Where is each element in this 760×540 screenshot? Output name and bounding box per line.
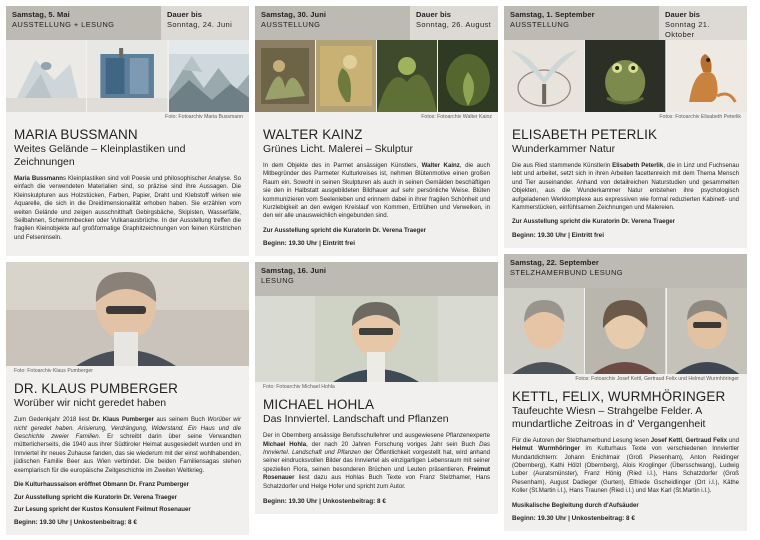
event-header [255, 6, 498, 40]
event-kind: AUSSTELLUNG [510, 20, 570, 29]
event-date: Samstag, 22. September [510, 257, 599, 267]
event-subtitle: Taufeuchte Wiesn – Strahgelbe Felder. A mundartliche Zeitroas in d' Vergangenheit [512, 404, 706, 430]
event-subtitle: Das Innviertel. Landschaft und Pflanzen [263, 413, 449, 426]
event-subtitle: Weites Gelände – Kleinplastiken und Zeichnungen [14, 143, 186, 168]
image-credit: Foto: Fotoarchiv Michael Hohla [263, 384, 335, 391]
portrait-image-wurmhoeringer [667, 288, 747, 374]
event-block-kettl-felix-wurmhoeringer [504, 254, 747, 531]
event-description: Die aus Ried stammende Künstlerin Elisabeth Peterlik, die in Linz und Fuchsenau lebt und arbeitet, setzt sich in ihren Arbeiten facettenreich mit dem Thema Mensch und Tier auseinander. Anhand von detailreichen Naturstudien und gesammelten Objekten, aus die Wunderkammer Natur entstehen ihre psychologisch aufgeladenen Werkkomplexe aus expressiven wie formal reduzierten Kabinett- und Kammerstücken, einfühlsamen Zeichnungen und Malereien. [512, 162, 739, 212]
event-note-1: Zur Ausstellung spricht die Kuratorin Dr. Verena Traeger [512, 218, 675, 226]
portrait-image-kettl [504, 288, 584, 374]
artist-name: MARIA BUSSMANN [14, 127, 138, 142]
event-header [504, 254, 747, 288]
image-credit: Fotos: Fotoarchiv Josef Kettl, Gertraud Felix und Helmut Wurmhöringer [575, 375, 739, 382]
event-text [6, 121, 249, 256]
event-text [504, 121, 747, 248]
event-block-bussmann [6, 6, 249, 256]
artwork-image-strip [6, 40, 249, 112]
event-admission: Beginn: 19.30 Uhr | Eintritt frei [512, 231, 604, 239]
event-date-area [255, 6, 410, 40]
artist-name: ELISABETH PETERLIK [512, 127, 658, 142]
event-description: Zum Gedenkjahr 2018 liest Dr. Klaus Pumberger aus seinem Buch Worüber wir nicht geredet haben. Arisierung, Verdrängung, Widerstand. Ein Haus und die Geschichte zweier Familien. Er schreibt darin über seine Verwandten mütterlicherseits, die 1940 aus ihrer Südtiroler Heimat ausgesiedelt wurden und im Innviertel ihr neues Zuhause fanden, das sie wiederum mit der einst wohlhabenden, jüdischen Familie Beer aus Wien verbindet. Die beiden Familiensagas stehen exemplarisch für die europäische Zeitgeschichte im Zweiten Weltkrieg. [14, 416, 242, 474]
event-header [6, 6, 249, 40]
event-subtitle: Wunderkammer Natur [512, 143, 616, 155]
duration-value: Sonntag 21. Oktober [665, 20, 710, 39]
event-text [504, 383, 747, 531]
column-2 [255, 6, 498, 540]
event-block-pumberger [6, 262, 249, 535]
event-admission: Beginn: 19.30 Uhr | Unkostenbeitrag: 8 € [512, 515, 635, 523]
event-kind: AUSSTELLUNG + LESUNG [12, 20, 115, 29]
event-date: Samstag, 16. Juni [261, 266, 327, 276]
event-subtitle: Grünes Licht. Malerei – Skulptur [263, 143, 413, 155]
artwork-image-2 [87, 40, 167, 112]
artwork-image-1 [504, 40, 584, 112]
event-text [6, 375, 249, 535]
event-kind: LESUNG [261, 276, 295, 286]
duration-value: Sonntag, 26. August [416, 20, 492, 29]
column-1 [6, 6, 249, 540]
event-note-1: Die Kulturhaussaison eröffnet Obmann Dr. Franz Pumberger [14, 481, 190, 489]
artwork-image-3 [169, 40, 249, 112]
artwork-image-3 [377, 40, 437, 112]
speakers-name: KETTL, FELIX, WURMHÖRINGER [512, 388, 726, 404]
artwork-image-strip [504, 40, 747, 112]
portrait-image-felix [585, 288, 665, 374]
image-credit: Fotos: Fotoarchiv Walter Kainz [421, 114, 492, 120]
event-header [255, 262, 498, 296]
event-block-peterlik [504, 6, 747, 248]
speaker-name: MICHAEL HOHLA [263, 397, 375, 413]
image-credit: Foto: Fotoarchiv Klaus Pumberger [14, 368, 94, 375]
event-description: In dem Objekte des in Parmet ansässigen Künstlers, Walter Kainz, die auch Mitbegründer des Parmeter Kulturkreises ist, nehmen Blütenmotive einen großen Raum ein. Sowohl in seinen Skulpturen als auch in seinen Gemälden beschäftigen sie den in Halbstatt ausgebildeten Bildhauer auf sehr persönliche Weise. Blüten kommunizieren vom Seelenleben und erinnern dabei in ihrer fragilen Schönheit und Kurzlebigkeit an den ewigen Kreislauf von Kommen, Erblühen und Verwelken, in den wir alle unausweichlich eingebunden sind. [263, 162, 490, 220]
duration-value: Sonntag, 24. Juni [167, 20, 233, 29]
event-date-area [6, 6, 161, 40]
artwork-image-2 [585, 40, 665, 112]
artist-name: WALTER KAINZ [263, 127, 363, 142]
event-text [255, 121, 498, 256]
event-date-area [255, 262, 498, 296]
image-credit: Fotos: Fotoarchiv Elisabeth Peterlik [659, 114, 741, 120]
event-description: Für die Autoren der Stelzhamerbund Lesung lesen Josef Kettl, Gertraud Felix und Helmut Wurmhöringer im Kulturhaus Texte von verschiedenen Innviertler Mundartdichtern: Johann Enichlmair (Groß Piesenham), Anton Reidinger (Obernberg), Kathi Hölzl (Obernberg), Alois Kroglinger (Übersschwang), Ludwig Luber (Auratsmünster), Franz Hönig (Ried i.I.), Hans Schatzdorfer (Groß Piesenham), August Dadieger (Gurten), Elfriede Gscheidlinger (Ort i.I.), Käthe Koller (St.Martin i.I.), Hans Traunen (Ried i.I.) und Max Karl (St.Martin i.I.). [512, 436, 739, 495]
event-note-1: Zur Ausstellung spricht die Kuratorin Dr. Verena Traeger [263, 226, 426, 234]
event-admission: Beginn: 19.30 Uhr | Unkostenbeitrag: 8 € [263, 498, 386, 506]
event-date-area [504, 254, 747, 288]
event-description: Der in Obernberg ansässige Berufsschullehrer und ausgewiesene Pflanzenexperte Michael Hohla, der nach 20 Jahren Forschung voriges Jahr sein Buch Das Innviertel. Landschaft und Pflanzen der Öffentlichkeit vorgestellt hat, wird anhand seiner eindrucksvollen Bilder das Innviertel als einzigartigen Lebensraum mit seiner speziellen Flora, seinen besonderen Brüchen und Leuten präsentieren. Freimut Rosenauer liest dazu aus Hohlas Buch Texte von Franz Stelzhamer, Hans Schatzdorfer und Helge Hofer und spricht zum Autor. [263, 432, 490, 490]
event-duration-area [161, 6, 249, 40]
event-kind: STELZHAMERBUND LESUNG [510, 267, 624, 277]
event-text [255, 391, 498, 514]
event-date-area [504, 6, 659, 40]
event-admission: Beginn: 19.30 Uhr | Unkostenbeitrag: 8 € [14, 519, 137, 527]
artwork-image-3 [667, 40, 747, 112]
event-date: Samstag, 5. Mai [12, 10, 70, 19]
column-3 [504, 6, 747, 540]
duration-label: Dauer bis [416, 10, 452, 19]
artwork-image-1 [6, 40, 86, 112]
portrait-image-pumberger [6, 262, 249, 366]
duration-label: Dauer bis [665, 10, 701, 19]
event-block-kainz [255, 6, 498, 256]
artwork-image-2 [316, 40, 376, 112]
speaker-name: DR. KLAUS PUMBERGER [14, 381, 178, 397]
event-admission: Beginn: 19.30 Uhr | Eintritt frei [263, 240, 355, 248]
event-description: Maria Bussmanns Kleinplastiken sind voll Poesie und philosophischer Analyse. So einfach die verwendeten Materialien sind, so präzise sind ihre Aussagen. Die Kleinskulpturen aus Holzstücken, Farben, Papier, Draht und Klebstoff wirken wie Aquarelle, die sich in die Dreidimensionalität erhoben haben. Sie erzählen vom weiten Gelände und zeigen ausschnitthaft Gebirgsbäche, Skipisten, Wasserfälle, Seilbahnen, Schwimmbecken oder Vulkanausbrüche. In der Ausstellung treffen die fragilen Kleinobjekte auf großformatige Graphitzeichnungen von feinen Kürstrichen und Felseninseln. [14, 175, 241, 241]
event-subtitle: Worüber wir nicht geredet haben [14, 397, 167, 410]
duration-label: Dauer bis [167, 10, 203, 19]
event-note-1: Musikalische Begleitung durch d'Aufsäuder [512, 501, 639, 509]
event-date: Samstag, 30. Juni [261, 10, 327, 19]
event-kind: AUSSTELLUNG [261, 20, 321, 29]
event-note-2: Zur Ausstellung spricht die Kuratorin Dr. Verena Traeger [14, 493, 177, 501]
event-note-3: Zur Lesung spricht der Kustos Konsulent Feilmut Rosenauer [14, 505, 191, 513]
image-credit: Foto: Fotoarchiv Maria Bussmann [165, 114, 243, 120]
event-header [504, 6, 747, 40]
event-duration-area [410, 6, 498, 40]
artwork-image-4 [438, 40, 498, 112]
event-block-hohla [255, 262, 498, 514]
event-duration-area [659, 6, 747, 40]
portrait-image-hohla [255, 296, 498, 382]
artwork-image-1 [255, 40, 315, 112]
event-date: Samstag, 1. September [510, 10, 595, 19]
portrait-image-strip [504, 288, 747, 374]
artwork-image-strip [255, 40, 498, 112]
